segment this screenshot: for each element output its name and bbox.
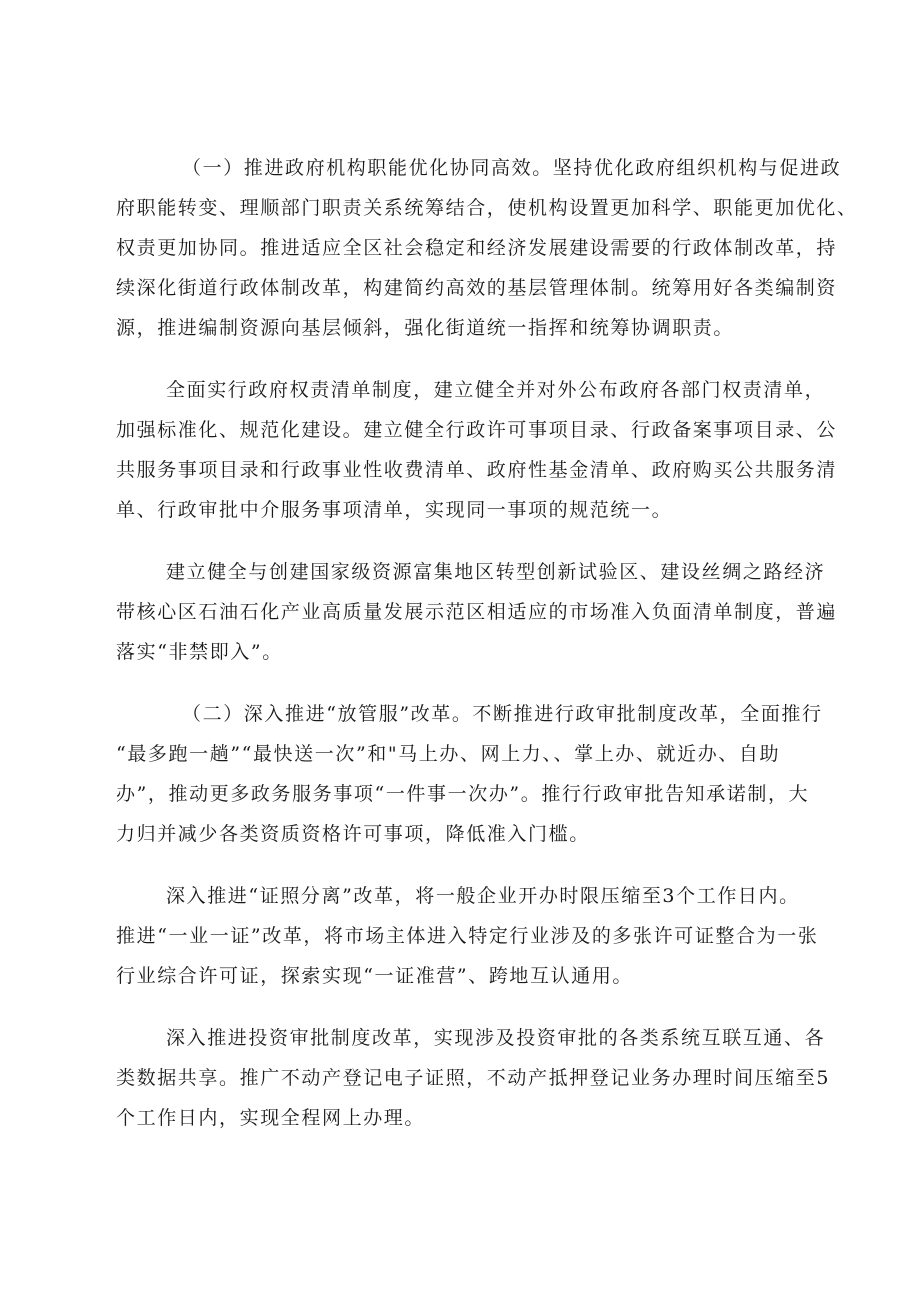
- paragraph-line: 全面实行政府权责清单制度，建立健全并对外公布政府各部门权责清单，: [166, 379, 826, 401]
- paragraph-line: 深入推进投资审批制度改革，实现涉及投资审批的各类系统互联互通、各: [166, 1027, 826, 1049]
- paragraph-line: 深入推进“证照分离”改革，将一般企业开办时限压缩至3个工作日内。: [166, 885, 800, 907]
- paragraph-line: 共服务事项目录和行政事业性收费清单、政府性基金清单、政府购买公共服务清: [116, 459, 838, 481]
- paragraph-3-market-access: [116, 552, 838, 672]
- paragraph-line: 推进“一业一证”改革，将市场主体进入特定行业涉及的多张许可证整合为一张: [116, 925, 819, 947]
- paragraph-line: 类数据共享。推广不动产登记电子证照，不动产抵押登记业务办理时间压缩至5: [116, 1067, 831, 1089]
- paragraph-line: 落实“非禁即入”。: [116, 641, 283, 663]
- paragraph-line: 建立健全与创建国家级资源富集地区转型创新试验区、建设丝绸之路经济: [166, 561, 826, 583]
- paragraph-4-fangguanfu-reform: [116, 694, 823, 854]
- paragraph-line: 力归并减少各类资质资格许可事项，降低准入门槛。: [116, 823, 590, 845]
- paragraph-spacer: [116, 996, 818, 1018]
- paragraph-line: 单、行政审批中介服务事项清单，实现同一事项的规范统一。: [116, 499, 673, 521]
- paragraph-2-responsibility-list: [116, 370, 838, 530]
- paragraph-line: 行业综合许可证，探索实现“一证准营”、跨地互认通用。: [116, 965, 634, 987]
- paragraph-line: 源，推进编制资源向基层倾斜，强化街道统一指挥和统筹协调职责。: [116, 317, 735, 339]
- paragraph-line: 办”，推动更多政务服务事项“一件事一次办”。推行行政审批告知承诺制，大: [116, 783, 810, 805]
- paragraph-line: （一）推进政府机构职能优化协同高效。坚持优化政府组织机构与促进政: [182, 157, 842, 179]
- paragraph-line: 个工作日内，实现全程网上办理。: [116, 1107, 426, 1129]
- document-body: [116, 148, 858, 1138]
- paragraph-line: “最多跑一趟”“最快送一次”和"马上办、网上力、、掌上办、就近办、自助: [116, 743, 781, 765]
- paragraph-6-investment-approval: [116, 1018, 831, 1138]
- paragraph-line: （二）深入推进“放管服”改革。不断推进行政审批制度改革，全面推行: [182, 703, 823, 725]
- paragraph-spacer: [116, 854, 818, 876]
- paragraph-spacer: [116, 672, 818, 694]
- paragraph-line: 加强标准化、规范化建设。建立健全行政许可事项目录、行政备案事项目录、公: [116, 419, 838, 441]
- paragraph-line: 续深化街道行政体制改革，构建简约高效的基层管理体制。统筹用好各类编制资: [116, 277, 838, 299]
- paragraph-line: 带核心区石油石化产业高质量发展示范区相适应的市场准入负面清单制度，普遍: [116, 601, 838, 623]
- paragraph-spacer: [116, 530, 818, 552]
- paragraph-spacer: [116, 348, 818, 370]
- paragraph-line: 权责更加协同。推进适应全区社会稳定和经济发展建设需要的行政体制改革，持: [116, 237, 838, 259]
- paragraph-line: 府职能转变、理顺部门职责关系统筹结合，使机构设置更加科学、职能更加优化、: [116, 197, 858, 219]
- paragraph-1-institutional-optimization: [116, 148, 858, 348]
- paragraph-5-license-separation: [116, 876, 818, 996]
